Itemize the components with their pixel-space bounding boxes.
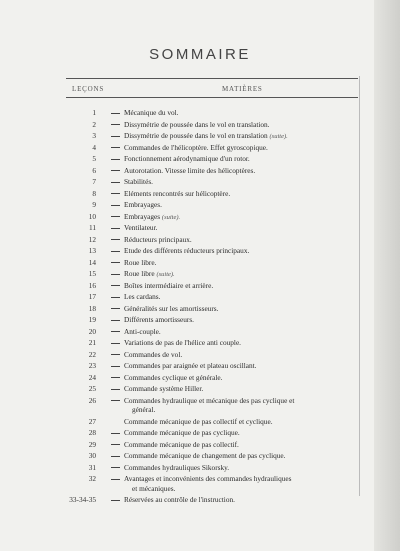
table-row — [0, 257, 374, 269]
table-row — [0, 222, 374, 234]
lesson-number: 18 — [88, 303, 96, 313]
dash-separator — [111, 136, 120, 137]
lesson-title: Eléments rencontrés sur hélicoptère. — [124, 188, 231, 198]
table-row — [0, 245, 374, 257]
dash-separator — [111, 377, 120, 378]
suite-note: (suite). — [156, 271, 175, 278]
dash-separator — [111, 285, 120, 286]
table-row — [0, 153, 374, 165]
dash-separator — [111, 193, 120, 194]
lesson-number: 20 — [88, 326, 96, 336]
table-row — [0, 107, 374, 119]
lesson-number: 33-34-35 — [69, 495, 96, 504]
table-row — [0, 473, 374, 494]
dash-separator — [111, 274, 120, 275]
dash-separator — [111, 216, 120, 217]
dash-separator — [111, 262, 120, 263]
lesson-title: Commande système Hiller. — [124, 384, 204, 393]
lesson-title: Commande mécanique de changement de pas cyclique. — [124, 451, 286, 460]
table-row — [0, 395, 374, 416]
dash-separator — [111, 320, 120, 321]
page-title: SOMMAIRE — [149, 46, 251, 63]
lesson-title: Mécanique du vol. — [124, 108, 179, 117]
dash-separator — [111, 170, 120, 171]
table-row — [0, 416, 374, 428]
lesson-title: Embrayages. — [124, 200, 162, 209]
lesson-number: 4 — [92, 142, 96, 152]
lesson-number: 22 — [88, 349, 96, 359]
lesson-number: 29 — [88, 439, 96, 449]
lesson-title: Commande mécanique de pas collectif et cyclique. — [124, 416, 273, 426]
table-row — [0, 234, 374, 246]
table-row — [0, 176, 374, 188]
lesson-title: Réservées au contrôle de l'instruction. — [124, 495, 235, 504]
lesson-number: 27 — [88, 416, 96, 426]
lesson-title: Boîtes intermédiaire et arrière. — [124, 280, 214, 290]
table-row — [0, 462, 374, 474]
table-row — [0, 165, 374, 177]
page-edge — [374, 0, 400, 551]
lesson-title: Commandes hydraulique et mécanique des pas cyclique et général. — [124, 396, 362, 415]
dash-separator — [111, 479, 120, 480]
lesson-title: Fonctionnement aérodynamique d'un rotor. — [124, 154, 250, 163]
table-row — [0, 450, 374, 462]
lesson-title: Roue libre (suite). — [124, 269, 175, 278]
lesson-number: 14 — [88, 257, 96, 267]
table-row — [0, 383, 374, 395]
table-row — [0, 314, 374, 326]
header-top-rule — [66, 78, 358, 79]
lesson-number: 13 — [88, 246, 96, 255]
table-row — [0, 427, 374, 439]
lesson-title: Commandes par araignée et plateau oscillant. — [124, 361, 257, 370]
lesson-number: 16 — [88, 280, 96, 290]
lesson-number: 23 — [88, 361, 96, 370]
dash-separator — [111, 251, 120, 252]
lesson-number: 25 — [88, 384, 96, 393]
lesson-number: 1 — [92, 108, 96, 117]
table-row — [0, 142, 374, 154]
table-row — [0, 494, 374, 506]
dash-separator — [111, 433, 120, 434]
header-bottom-rule — [66, 97, 358, 98]
lesson-number: 30 — [88, 451, 96, 460]
table-row — [0, 337, 374, 349]
lesson-title: Autorotation. Vitesse limite des hélicoptères. — [124, 165, 256, 175]
lesson-number: 3 — [92, 131, 96, 140]
lesson-number: 19 — [88, 315, 96, 324]
dash-separator — [111, 467, 120, 468]
suite-note: (suite). — [269, 133, 288, 140]
lesson-title: Dissymétrie de poussée dans le vol en translation. — [124, 119, 270, 129]
lesson-title: Ventilateur. — [124, 223, 158, 232]
dash-separator — [111, 147, 120, 148]
lesson-title: Commandes cyclique et générale. — [124, 372, 223, 382]
table-row — [0, 303, 374, 315]
lesson-title: Roue libre. — [124, 257, 157, 267]
lesson-title: Commande mécanique de pas cyclique. — [124, 428, 240, 437]
table-row — [0, 291, 374, 303]
lesson-title: Commandes de l'hélicoptère. Effet gyroscopique. — [124, 142, 268, 152]
dash-separator — [111, 343, 120, 344]
dash-separator — [111, 205, 120, 206]
dash-separator — [111, 456, 120, 457]
lesson-title: Anti-couple. — [124, 326, 161, 336]
lesson-title: Généralités sur les amortisseurs. — [124, 303, 219, 313]
lesson-number: 15 — [88, 269, 96, 278]
lesson-title: Commandes hydrauliques Sikorsky. — [124, 462, 230, 472]
lesson-number: 17 — [88, 292, 96, 301]
lesson-number: 8 — [92, 188, 96, 198]
table-row — [0, 280, 374, 292]
lesson-title: Variations de pas de l'hélice anti couple. — [124, 338, 242, 347]
lesson-number: 11 — [88, 223, 96, 232]
header-lecons: LEÇONS — [72, 85, 105, 93]
table-row — [0, 199, 374, 211]
dash-separator — [111, 239, 120, 240]
dash-separator — [111, 400, 120, 401]
lesson-title: Etude des différents réducteurs principaux. — [124, 246, 250, 255]
lesson-title: Commandes de vol. — [124, 349, 183, 359]
lesson-number: 26 — [88, 395, 96, 405]
table-row — [0, 211, 374, 223]
lesson-number: 24 — [88, 372, 96, 382]
dash-separator — [111, 444, 120, 445]
lesson-number: 21 — [88, 338, 96, 347]
table-row — [0, 439, 374, 451]
lesson-title: Dissymétrie de poussée dans le vol en translation (suite). — [124, 131, 288, 140]
dash-separator — [111, 354, 120, 355]
lesson-number: 7 — [92, 177, 96, 186]
lesson-number: 28 — [88, 428, 96, 437]
lesson-title: Commande mécanique de pas collectif. — [124, 439, 239, 449]
table-row — [0, 188, 374, 200]
lesson-title: Réducteurs principaux. — [124, 234, 192, 244]
lesson-title-continued: et mécaniques. — [132, 483, 176, 493]
table-row — [0, 349, 374, 361]
dash-separator — [111, 113, 120, 114]
dash-separator — [111, 389, 120, 390]
lesson-number: 5 — [92, 154, 96, 163]
lesson-number: 12 — [88, 234, 96, 244]
dash-separator — [111, 182, 120, 183]
dash-separator — [111, 331, 120, 332]
table-row — [0, 326, 374, 338]
dash-separator — [111, 366, 120, 367]
lesson-title: Embrayages (suite). — [124, 211, 181, 221]
table-row — [0, 372, 374, 384]
dash-separator — [111, 308, 120, 309]
lesson-title: Stabilités. — [124, 177, 153, 186]
lesson-title: Les cardans. — [124, 292, 161, 301]
contents-table — [0, 107, 374, 506]
lesson-title: Différents amortisseurs. — [124, 315, 194, 324]
lesson-title-continued: général. — [132, 405, 156, 414]
lesson-number: 6 — [92, 165, 96, 175]
lesson-number: 10 — [88, 211, 96, 221]
dash-separator — [111, 159, 120, 160]
lesson-title: Avantages et inconvénients des commandes hydrauliques et mécaniques. — [124, 474, 362, 493]
header-matieres: MATIÈRES — [222, 85, 263, 93]
table-row — [0, 360, 374, 372]
table-row — [0, 130, 374, 142]
lesson-number: 31 — [88, 462, 96, 472]
suite-note: (suite). — [161, 213, 181, 221]
dash-separator — [111, 124, 120, 125]
dash-separator — [111, 228, 120, 229]
table-row — [0, 268, 374, 280]
dash-separator — [111, 500, 120, 501]
lesson-number: 2 — [92, 119, 96, 129]
lesson-number: 32 — [88, 474, 96, 483]
dash-separator — [111, 297, 120, 298]
table-row — [0, 119, 374, 131]
lesson-number: 9 — [92, 200, 96, 209]
